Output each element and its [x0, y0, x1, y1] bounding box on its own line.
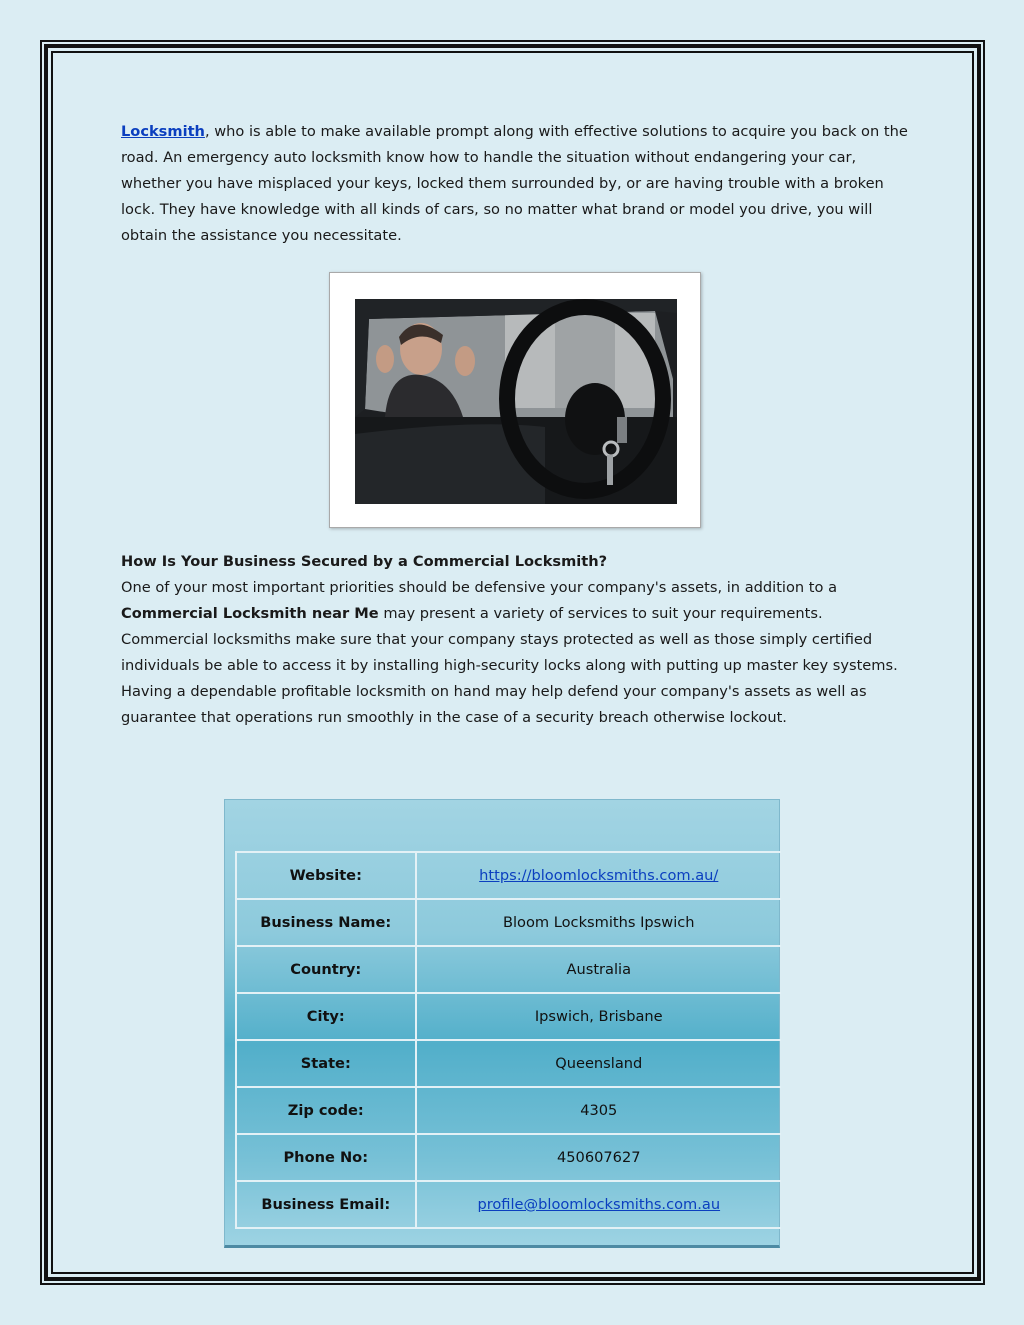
section-text-before: One of your most important priorities should be defensive your company's assets, in addition to a — [121, 579, 838, 596]
table-row — [236, 1040, 781, 1087]
intro-text: , who is able to make available prompt along with effective solutions to acquire you back on the road. An emergency auto locksmith know how to handle the situation without endangering your car, whether you have misplaced your keys, locked them surrounded by, or are having trouble with a broken lock. They have knowledge with all kinds of cars, so no matter what brand or model you drive, you will obtain the assistance you necessitate. — [121, 123, 908, 244]
zip-code-label: Zip code: — [236, 1087, 416, 1134]
zip-code-value: 4305 — [416, 1087, 781, 1134]
phone-label: Phone No: — [236, 1134, 416, 1181]
locksmith-link[interactable]: Locksmith — [121, 123, 205, 140]
section-paragraph — [121, 575, 911, 731]
country-value: Australia — [416, 946, 781, 993]
city-label: City: — [236, 993, 416, 1040]
country-label: Country: — [236, 946, 416, 993]
table-row — [236, 993, 781, 1040]
business-name-label: Business Name: — [236, 899, 416, 946]
phone-value: 450607627 — [416, 1134, 781, 1181]
business-info-card — [224, 799, 780, 1248]
table-row — [236, 946, 781, 993]
state-label: State: — [236, 1040, 416, 1087]
commercial-locksmith-bold: Commercial Locksmith near Me — [121, 605, 379, 622]
email-link[interactable]: profile@bloomlocksmiths.com.au — [477, 1196, 721, 1213]
website-link[interactable]: https://bloomlocksmiths.com.au/ — [479, 867, 719, 884]
email-label: Business Email: — [236, 1181, 416, 1228]
website-value — [416, 852, 781, 899]
state-value: Queensland — [416, 1040, 781, 1087]
table-row — [236, 852, 781, 899]
photo-frame — [329, 272, 701, 528]
table-row — [236, 1087, 781, 1134]
email-value — [416, 1181, 781, 1228]
car-lockout-photo — [355, 299, 677, 504]
city-value: Ipswich, Brisbane — [416, 993, 781, 1040]
intro-paragraph — [121, 119, 911, 249]
table-row — [236, 899, 781, 946]
business-name-value: Bloom Locksmiths Ipswich — [416, 899, 781, 946]
table-row — [236, 1181, 781, 1228]
table-row — [236, 1134, 781, 1181]
section-text-after: may present a variety of services to suit your requirements. Commercial locksmiths make sure that your company stays protected as well as those simply certified individuals be able to access it by installing high-security locks along with putting up master key systems. Having a dependable profitable locksmith on hand may help defend your company's assets as well as guarantee that operations run smoothly in the case of a security breach otherwise lockout. — [121, 605, 898, 726]
website-label: Website: — [236, 852, 416, 899]
business-info-table — [235, 851, 781, 1229]
commercial-section — [121, 549, 911, 731]
section-heading: How Is Your Business Secured by a Commercial Locksmith? — [121, 553, 608, 570]
